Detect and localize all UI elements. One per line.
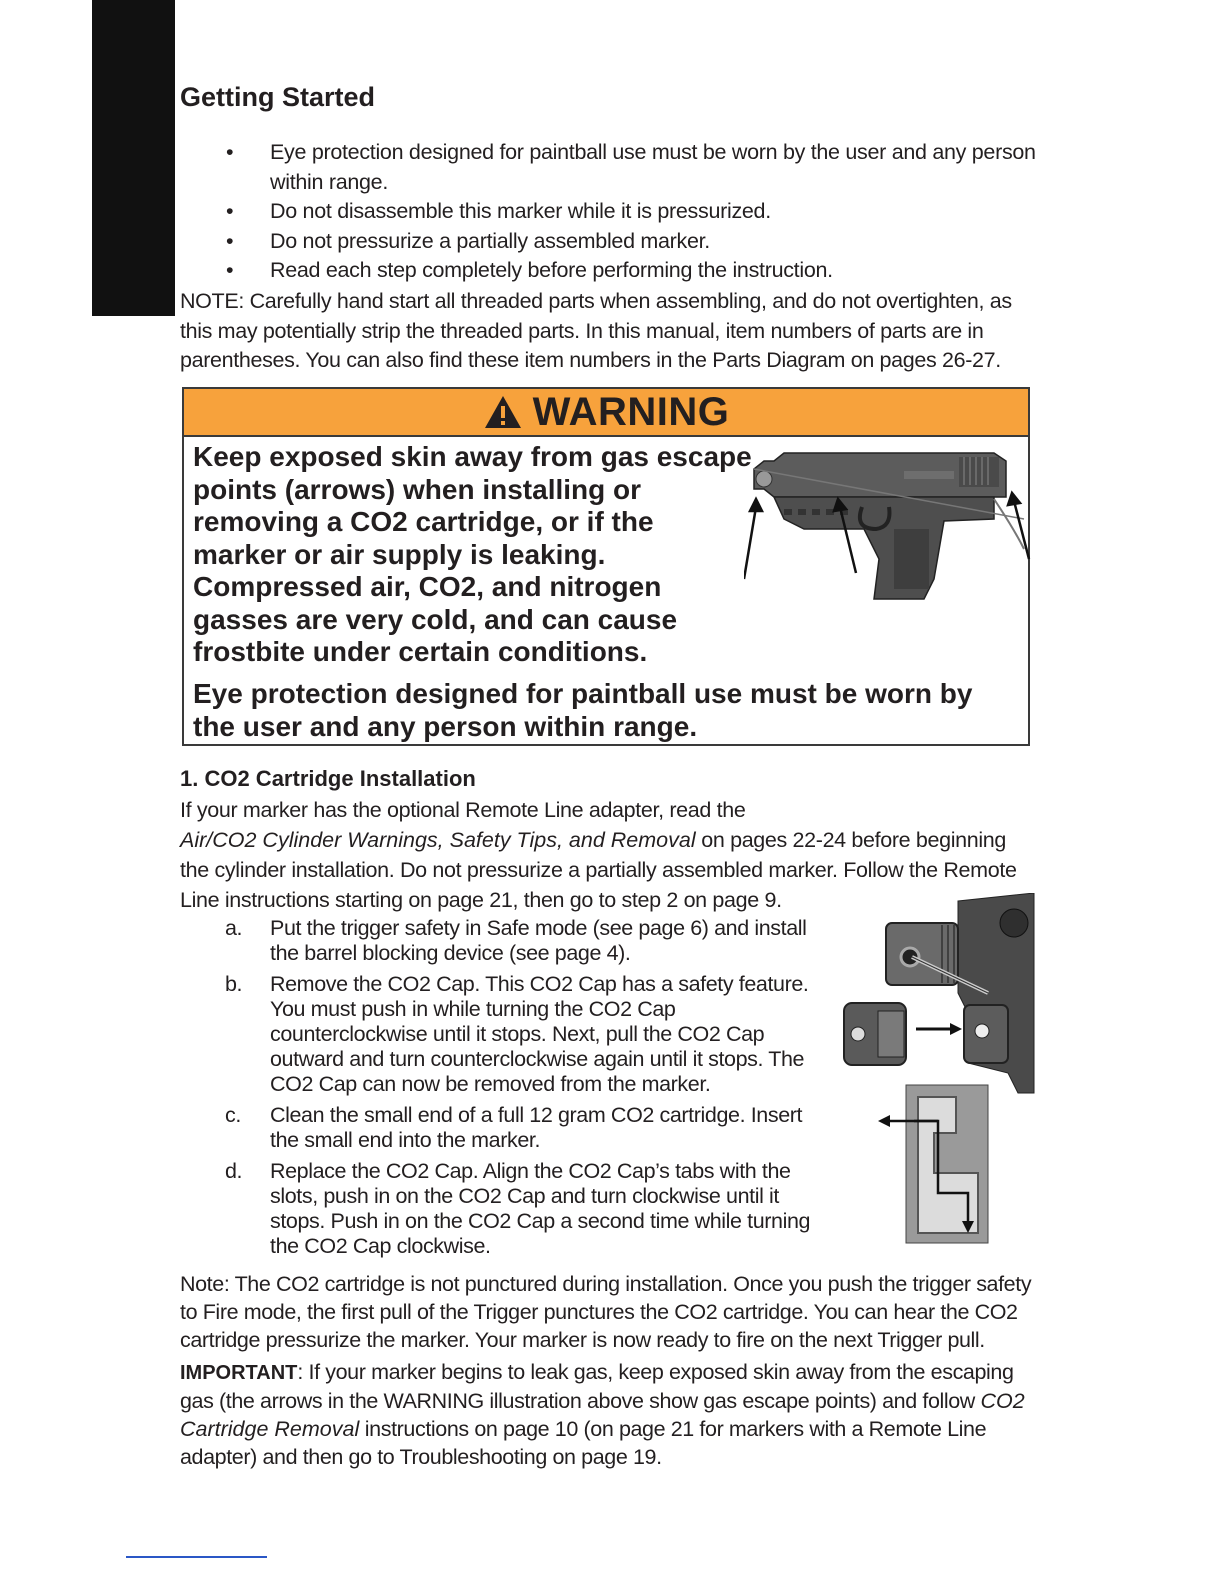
- bullet-icon: •: [226, 199, 234, 223]
- list-item: [180, 916, 820, 966]
- bullet-text: Do not disassemble this marker while it is pressurized.: [270, 199, 771, 223]
- list-item: [180, 197, 1040, 227]
- section-heading: 1. CO2 Cartridge Installation: [180, 766, 476, 791]
- warning-box: [182, 387, 1030, 746]
- intro-text-continued: on pages 22-24 before beginning the cylinder installation. Do not pressurize a partially assembled marker. Follow the Remote Line instructions starting on page 21, then go to step 2 on page 9.: [180, 828, 1017, 912]
- warning-text-eye: Eye protection designed for paintball use must be worn by the user and any person within range.: [193, 678, 973, 742]
- step-letter: b.: [225, 972, 243, 996]
- step-text: Clean the small end of a full 12 gram CO2 cartridge. Insert the small end into the marker.: [270, 1103, 803, 1152]
- important-label: IMPORTANT: [180, 1362, 298, 1384]
- puncture-note: Note: The CO2 cartridge is not punctured during installation. Once you push the trigger safety to Fire mode, the first pull of the Trigger punctures the CO2 cartridge. You can hear the CO2 cartridge pressurize the marker. Your marker is now ready to fire on the next Trigger pull.: [180, 1272, 1032, 1352]
- step-text: Put the trigger safety in Safe mode (see page 6) and install the barrel blocking device (see page 4).: [270, 916, 807, 965]
- co2-cap-illustration: [838, 893, 1038, 1248]
- warning-header: [184, 389, 1028, 437]
- step-letter: c.: [225, 1103, 241, 1127]
- safety-bullets: [180, 138, 1040, 286]
- list-item: [180, 972, 820, 1097]
- bullet-icon: •: [226, 140, 234, 164]
- important-note: [180, 1358, 1040, 1471]
- list-item: [180, 1159, 820, 1259]
- footer-rule: [126, 1556, 267, 1558]
- bullet-text: Eye protection designed for paintball use must be worn by the user and any person within range.: [270, 140, 1036, 194]
- intro-text: If your marker has the optional Remote Line adapter, read the: [180, 798, 746, 822]
- step-text: Remove the CO2 Cap. This CO2 Cap has a safety feature. You must push in while turning the CO2 Cap counterclockwise until it stops. Next, pull the CO2 Cap outward and turn counterclockwise again until it stops. The CO2 Cap can now be removed from the marker.: [270, 972, 809, 1096]
- bullet-text: Do not pressurize a partially assembled marker.: [270, 228, 710, 253]
- bullet-text: Read each step completely before performing the instruction.: [270, 258, 833, 282]
- bullet-icon: •: [226, 228, 234, 253]
- section-tab: [92, 0, 175, 316]
- list-item: [180, 138, 1040, 197]
- warning-triangle-icon: [483, 394, 523, 430]
- warning-text-skin: Keep exposed skin away from gas escape points (arrows) when installing or removing a CO2 cartridge, or if the marker or air supply is leaking. Compressed air, CO2, and nitrogen gasses are very cold, and can cause frostbite under certain conditions.: [193, 441, 752, 667]
- step-text: Replace the CO2 Cap. Align the CO2 Cap’s tabs with the slots, push in on the CO2 Cap and turn clockwise until it stops. Push in on the CO2 Cap a second time while turning the CO2 Cap clockwise.: [270, 1159, 811, 1258]
- step-letter: a.: [225, 916, 243, 940]
- list-item: [180, 227, 1040, 257]
- bullet-icon: •: [226, 258, 234, 282]
- important-text-continued: instructions on page 10 (on page 21 for markers with a Remote Line adapter) and then go to Troubleshooting on page 19.: [180, 1417, 987, 1469]
- list-item: [180, 256, 1040, 286]
- intro-italic-reference: Air/CO2 Cylinder Warnings, Safety Tips, and Removal: [180, 828, 696, 852]
- page-title: Getting Started: [180, 82, 376, 112]
- important-text: : If your marker begins to leak gas, keep exposed skin away from the escaping gas (the arrows in the WARNING illustration above show gas escape points) and follow: [180, 1360, 1014, 1413]
- installation-steps: [180, 916, 820, 1265]
- assembly-note: NOTE: Carefully hand start all threaded parts when assembling, and do not overtighten, as this may potentially strip the threaded parts. In this manual, item numbers of parts are in parentheses. You can also find these item numbers in the Parts Diagram on pages 26-27.: [180, 289, 1012, 372]
- list-item: [180, 1103, 820, 1153]
- warning-title: WARNING: [532, 389, 730, 434]
- step-letter: d.: [225, 1159, 243, 1183]
- important-italic-reference: CO2 Cartridge Removal: [180, 1389, 1025, 1441]
- marker-illustration: [744, 449, 1034, 629]
